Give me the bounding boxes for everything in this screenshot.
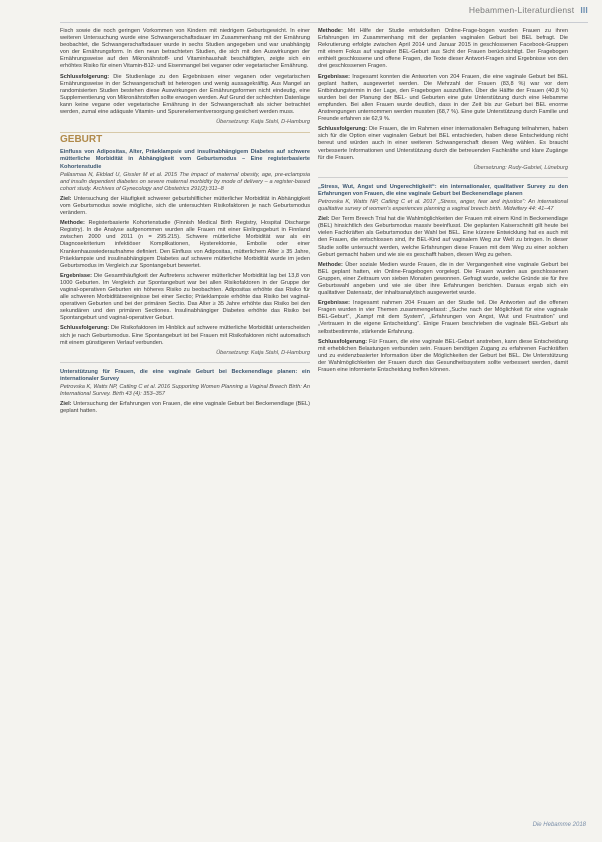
method-label: Methode: [60,220,85,227]
right-column [318,28,568,377]
aim2-paragraph [60,401,310,415]
page-number: III [580,5,588,15]
method-text-r: Mit Hilfe der Studie entwickelten Online-Frage-bogen wurden Frauen zu ihren Erfahrungen im Zusammenhang mit der geplanten vaginalen Geburt bei BEL befragt. Die Rekrutierung erfolgte zwischen April 2014 und Januar 2015 in geschlossenen Facebook-Gruppen mit einem Fokus auf vaginaler BEL-Geburt aus Sicht der Frauen berücksichtigt. Der Fragebogen enthielt geschlossene und offene Fragen, die Texte dieser Antwort-Fragen sind Ergebnisse von den drei geschlossenen Fragen. [318,28,568,70]
method2-paragraph-r [318,262,568,297]
article-title: Einfluss von Adipositas, Alter, Präeklampsie und insulinabhängigem Diabetes auf schwere mütterliche Morbidität in Abhängigkeit vom Geburtsmodus – Eine registerbasierte Kohortenstudie [60,149,310,170]
aim-paragraph [60,196,310,217]
method-paragraph [60,220,310,270]
conclusion2-paragraph-r [318,339,568,374]
method2-text-r: Über soziale Medien wurde Frauen, die in der Vergangenheit eine vaginale Geburt bei BEL geplant hatten, ein Online-Fragebogen vorgelegt. Die Frauen wurden aus geschlossenen Gruppen, einer Zeitraum von sieben Monaten gewonnen. Gefragt wurde, welche Gründe sie für ihre Geburtswahl angeben und wie sie über ihre Erfahrungen berichten. Daraus ergab sich ein qualitativer Datensatz, der inhaltsanalytisch ausgewertet wurde. [318,261,568,297]
aim2-text: Untersuchung der Erfahrungen von Frauen, die eine vaginale Geburt bei Beckenendlage (BEL) geplant hatten. [60,401,310,415]
results-label: Ergebnisse: [60,272,93,279]
divider-r [318,177,568,178]
footer: Die Hebamme 2018 [532,822,586,828]
aim-label: Ziel: [60,195,72,202]
conclusion2-paragraph [60,325,310,346]
divider [60,362,310,363]
results2-text-r: Insgesamt nahmen 204 Frauen an der Studie teil. Die Antworten auf die offenen Fragen wurden in vier Themen zusammengefasst: „Suche nach der Möglichkeit für eine vaginale BEL-Geburt“, „Kampf mit dem System“, „Erfahrungen von Angst, Wut und Frustration“ und „Vertrauen in die eigene Entscheidung“. Einige Frauen beschrieben die vaginale BEL-Geburt als selbstbestimmte, stärkende Erfahrung. [318,300,568,335]
method-paragraph-r [318,28,568,71]
results2-paragraph-r [318,300,568,335]
results-paragraph-r [318,74,568,124]
conclusion2-label: Schlussfolgerung: [60,325,110,332]
conclusion2-text: Die Risikofaktoren im Hinblick auf schwere mütterliche Morbidität unterscheiden sich je nach Geburtsmodus. Eine Spontangeburt ist bei Frauen mit Risikofaktoren nicht automatisch mit einem günstigeren Verlauf verbunden. [60,325,311,346]
conclusion-label: Schlussfolgerung: [60,73,110,80]
translation-credit-2: Übersetzung: Katja Stahl, D-Hamburg [216,349,310,356]
method-text: Registerbasierte Kohortenstudie (Finnish Medical Birth Registry, Hospital Discharge Registry). In die Analyse aufgenommen wurden alle Frauen mit einer Einlingsgeburt in Finnland zwischen 2000 und 2011 (n = 295.215). Schwere mütterliche Morbidität war als ein Diagnosekriterium infektiöser Komplikationen, Hysterektomie, Embolie oder einer Krankenhauswiederaufnahme definiert. Den Einfluss von Adipositas, mütterlichem Alter ≥ 35 Jahre, Präeklampsie und insulinabhängigem Diabetes auf schwere mütterliche Morbidität wurde im jeden Geburtsmodus im Vergleich zur Spontangeburt bewertet. [60,220,310,269]
results-text: Die Gesamthäufigkeit der Auftretens schwerer mütterlicher Morbidität lag bei 13,8 von 1000 Geburten. Im Vergleich zur Spontangeburt war bei allen Risikofaktoren in der Gruppe der vaginal-operativen Geburten ein höheres Risiko zu beobachten. Adipositas erhöhte das Risiko für alle schweren Morbiditätsereignisse bei einer Sectio; Präeklampsie erhöhte das Risiko bei vaginal-operativen Geburten und bei der primären Sectio. Das Alter ≥ 35 Jahre erhöhte das Risiko bei den sekundären und den primären Sectiones. Insulinabhängiger Diabetes erhöhte das Risiko bei Spontangeburt und vaginal-operativer Geburt. [60,272,310,322]
results2-label-r: Ergebnisse: [318,300,351,307]
article-citation-2: Petrovska K, Watts NP, Catling C et al. 2016 Supporting Women Planning a Vaginal Breech Birth: An International Survey. Birth 43 (4): 353–357 [60,384,310,398]
running-header [300,5,588,19]
aim-text: Untersuchung der Häufigkeit schwerer geburtshilflicher mütterlicher Morbidität in Abhängigkeit vom Geburtsmodus sowie mögliche, sich die untersuchten Risikofaktoren je nach Geburtsmodus verändern. [60,195,310,217]
conclusion-paragraph [60,74,310,117]
article-title-2: Unterstützung für Frauen, die eine vaginale Geburt bei Beckenendlage planen: ein internationaler Survey [60,368,310,382]
conclusion-paragraph-r [318,126,568,161]
header-rule [60,22,588,23]
aim-text-r: Der Term Breech Trial hat die Wahlmöglichkeiten der Frauen mit einem Kind in Beckenendlage (BEL) hinsichtlich des Geburtsmodus massiv beeinflusst. Die geplanten Kaiserschnitt gilt heute bei vielen Fachkräften als Geburtsmodus der Wahl bei BEL. Eine kürzere Entwicklung hat es auch mit den Frauen, die entschlossen sind, ihr BEL-Kind auf vaginalem Weg zur Welt zu bringen. In dieser Studie sollte untersucht werden, welche Erfahrungen diese Frauen mit dem Weg zu einer solchen Geburt gemacht haben und wie sie es geschafft haben, diesen Weg zu gehen. [318,216,568,258]
conclusion2-text-r: Für Frauen, die eine vaginale BEL-Geburt anstreben, kann diese Entscheidung mit erheblichen Belastungen verbunden sein. Frauen benötigen Zugang zu erfahrenen Fachkräften und zu evidenzbasierter Information über die Möglichkeiten der Geburt bei BEL. Die Unterstützung der Wahlmöglichkeiten der Frauen durch das Gesundheitssystem sollte verbessert werden, damit Frauen eine informierte Entscheidung treffen können. [318,338,568,374]
aim-paragraph-r [318,216,568,259]
article-citation: Pallasmaa N, Ekblad U, Gissler M et al. 2015 The impact of maternal obesity, age, pre-eclampsia and insulin dependent diabetes on severe maternal morbidity by mode of delivery – a register-based cohort study. Archives of Gynecology and Obstetrics 291(2):311–8 [60,171,310,192]
translation-credit: Übersetzung: Katja Stahl, D-Hamburg [216,119,310,126]
left-column [60,28,310,418]
conclusion2-label-r: Schlussfolgerung: [318,338,368,345]
results-label-r: Ergebnisse: [318,73,351,80]
aim2-label: Ziel: [60,401,72,408]
conclusion-text: Die Studienlage zu den Ergebnissen einer veganen oder vegetarischen Ernährungsweise in der Schwangerschaft ist heterogen und wenig aussagekräftig. Aus Mangel an randomisierten Studien bestehen diese Auswirkungen der Ernährungsformen nicht eindeutig, eine Supplementierung von Mikronährstoffen sollte erwogen werden. Auf Grund der schlechten Datenlage kann keine vegane oder vegetarische Ernährung in der Schwangerschaft als sicher betrachtet werden, zumal eine adäquate Vitamin- und Spurenelementversorgung gesichert werden muss. [60,73,310,116]
section-title: GEBURT [60,132,310,143]
method-label-r: Methode: [318,28,343,34]
method2-label-r: Methode: [318,261,343,268]
aim-label-r: Ziel: [318,216,330,223]
article-citation-r: Petrovska K, Watts NP, Catling C et al. 2017 „Stress, anger, fear and injustice“: An international qualitative survey of women's experiences planning a vaginal breech birth. Midwifery 44: 41–47 [318,198,568,213]
header-title: Hebammen-Literaturdienst [468,5,575,15]
translation-credit-r: Übersetzung: Rudy-Gabriel, Lüneburg [473,164,568,171]
intro-paragraph: Fisch sowie die noch geringen Vorkommen von Kindern mit niedrigem Geburtsgewicht. In einer weiteren Untersuchung wurde eine Schwangerschaftsdauer im Zusammenhang mit der Ernährung beobachtet, die Schwangerschaftsdauer wurde in sechs Studien angegeben und war unabhängig von der Ernährungsform. In den neun betrachteten Studien, die sich mit den Auswirkungen der Ernährungsweise auf den Mikronährstoff- und Vitaminhaushalt beschäftigten, zeigte sich ein erhöhtes Risiko für einen Vitamin-B12- und Eisenmangel bei veganer oder vegetarischer Ernährung. [60,28,310,70]
results-text-r: Insgesamt konnten die Antworten von 204 Frauen, die eine vaginale Geburt bei BEL geplant hatten, ausgewertet werden. Die Mehrzahl der Frauen (83,8 %) war vor dem Entbindungstermin in der Lage, den Fragebogen auszufüllen. Über die Hälfte der Frauen (40,8 %) wurden bei der Planung der BEL- und Geburten eine gute Unterstützung durch eine Hebamme empfunden. Bei allen Frauen wurde deutlich, dass in der Zeit bis zur Geburt bei BEL enorme Anstrengungen unternommen werden mussten (68,7 %). Eine gute Unterstützung durch Familie und Freunde erfahren sie 62,9 %. [318,73,568,123]
conclusion-text-r: Die Frauen, die im Rahmen einer internationalen Befragung teilnahmen, haben sich für die Option einer vaginalen Geburt bei BEL entschieden, haben diese Entscheidung nicht bereut und würden auch in einer weiteren Schwangerschaft diesen Weg wählen. Es braucht verbesserte Informationen und Unterstützung durch die betreuenden Fachkräfte und klare Zugänge für die Frauen. [318,126,569,161]
results-paragraph [60,273,310,323]
conclusion-label-r: Schlussfolgerung: [318,126,368,133]
article-title-r: „Stress, Wut, Angst und Ungerechtigkeit“: ein internationaler, qualitativer Survey zu den Erfahrungen von Frauen, die eine vaginale Geburt bei Beckenendlage planen [318,183,568,197]
